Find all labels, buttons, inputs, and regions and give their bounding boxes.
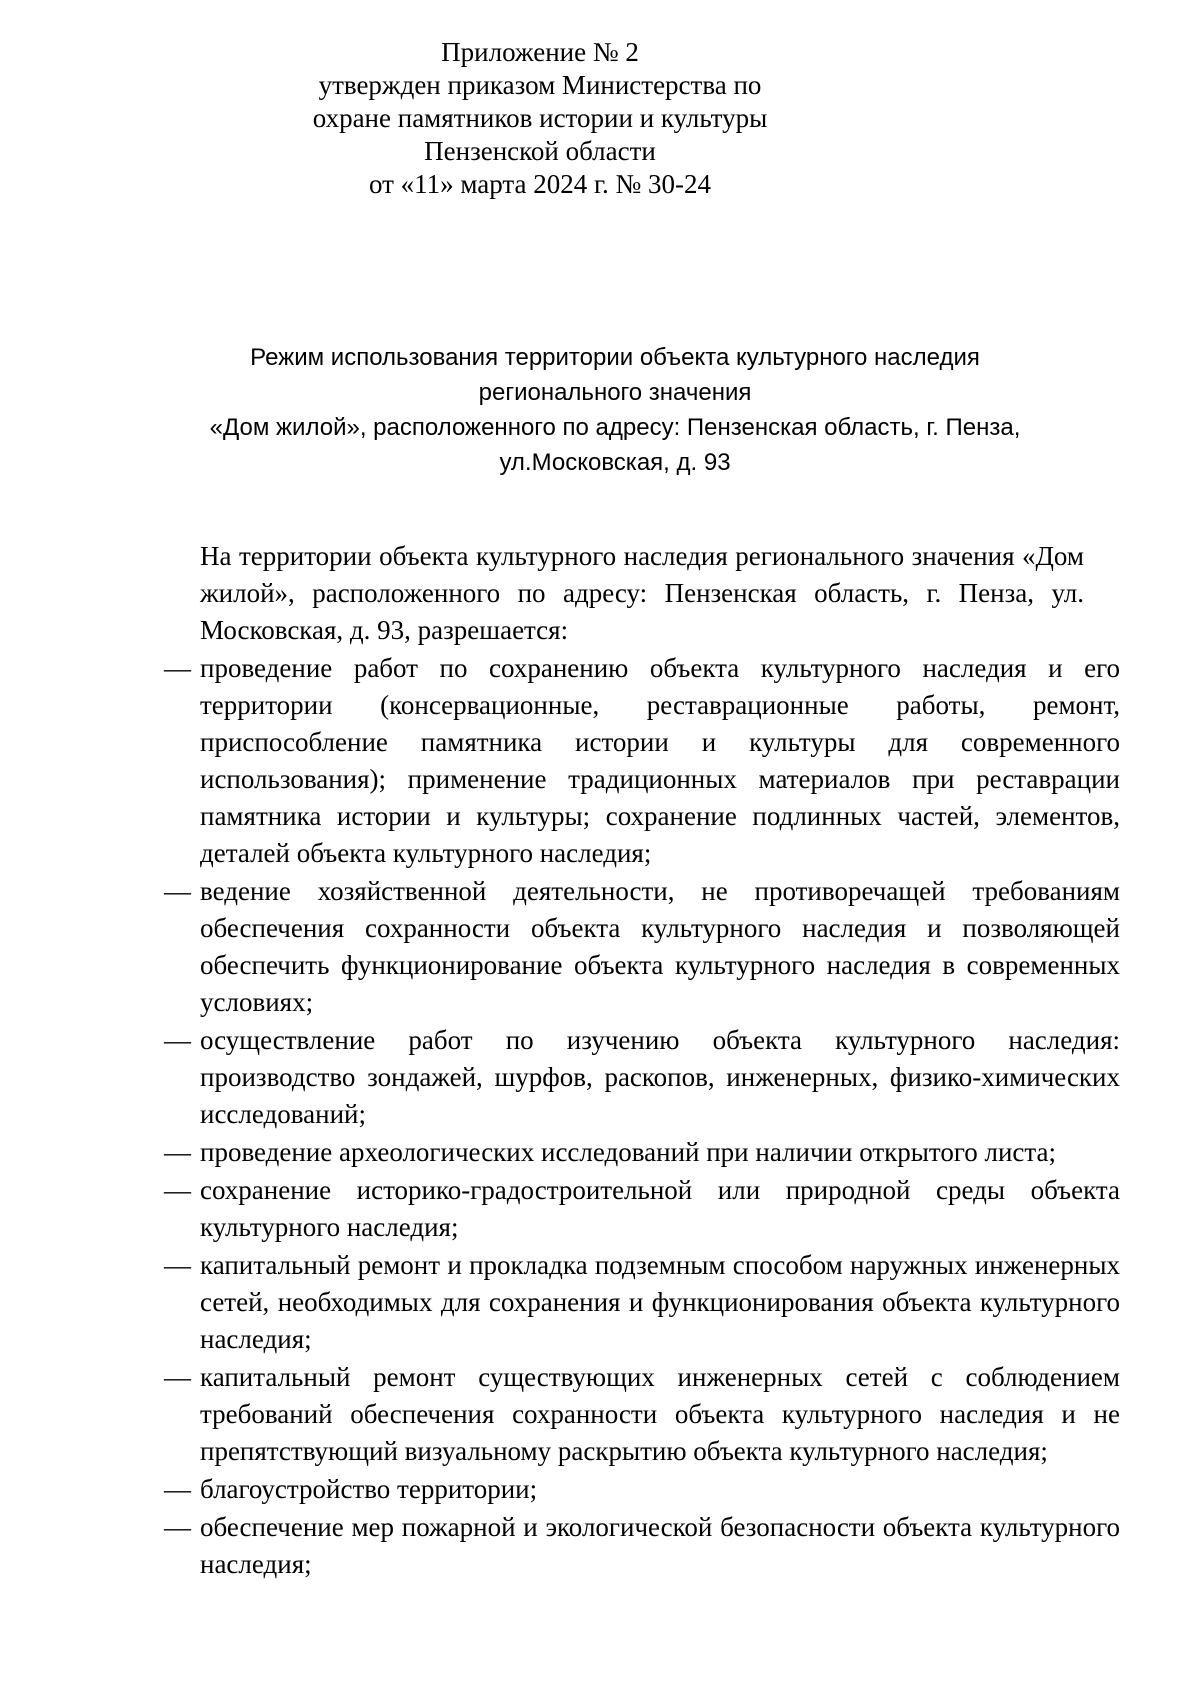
bullet-dash: — (164, 1137, 191, 1167)
list-item-text: сохранение историко-градостроительной или природной среды объекта культурного наследия; (200, 1175, 1120, 1242)
list-item-text: осуществление работ по изучению объекта культурного наследия: производство зондажей, шурфов, раскопов, инженерных, физико-химических исследований; (200, 1025, 1120, 1129)
title-line-1: Режим использования территории объекта культурного наследия (250, 344, 980, 371)
list-item (164, 1022, 1120, 1133)
list-item-text: проведение археологических исследований при наличии открытого листа; (200, 1137, 1057, 1167)
bullet-dash: — (164, 876, 191, 906)
ministry-line: охране памятников истории и культуры (312, 103, 768, 133)
title-line-4: ул.Московская, д. 93 (499, 449, 731, 476)
bullet-dash: — (164, 1474, 191, 1504)
list-item (164, 873, 1120, 1021)
list-item (164, 1359, 1120, 1470)
list-item-text: проведение работ по сохранению объекта культурного наследия и его территории (консервационные, реставрационные работы, ремонт, приспособление памятника истории и культуры для современного использования); применение традиционных материалов при реставрации памятника истории и культуры; сохранение подлинных частей, элементов, деталей объекта культурного наследия; (200, 653, 1120, 868)
appendix-number: Приложение № 2 (441, 37, 639, 67)
bullet-dash: — (164, 1250, 191, 1280)
region-line: Пензенской области (424, 136, 656, 166)
bullet-dash: — (164, 1512, 191, 1542)
list-item (164, 1134, 1120, 1171)
list-item (164, 650, 1120, 872)
title-line-3: «Дом жилой», расположенного по адресу: Пензенская область, г. Пенза, (209, 414, 1021, 441)
bullet-dash: — (164, 1362, 191, 1392)
bullet-dash: — (164, 653, 191, 683)
permitted-activities-list (164, 650, 1120, 1583)
list-item (164, 1172, 1120, 1246)
document-body (164, 538, 1120, 1583)
list-item-text: ведение хозяйственной деятельности, не противоречащей требованиям обеспечения сохранности объекта культурного наследия и позволяющей обеспечить функционирование объекта культурного наследия в современных условиях; (200, 876, 1120, 1017)
bullet-dash: — (164, 1025, 191, 1055)
list-item-text: благоустройство территории; (200, 1474, 538, 1504)
list-item-text: капитальный ремонт и прокладка подземным способом наружных инженерных сетей, необходимых для сохранения и функционирования объекта культурного наследия; (200, 1250, 1120, 1354)
list-item (164, 1247, 1120, 1358)
approval-line: утвержден приказом Министерства по (318, 70, 762, 100)
title-line-2: регионального значения (478, 379, 752, 406)
document-title (150, 340, 1080, 480)
list-item-text: капитальный ремонт существующих инженерных сетей с соблюдением требований обеспечения сохранности объекта культурного наследия и не препятствующий визуальному раскрытию объекта культурного наследия; (200, 1362, 1120, 1466)
appendix-header (240, 36, 840, 201)
intro-paragraph: На территории объекта культурного наследия регионального значения «Дом жилой», расположенного по адресу: Пензенская область, г. Пенза, ул. Московская, д. 93, разрешается: (200, 541, 1084, 645)
order-date-line: от «11» марта 2024 г. № 30-24 (368, 169, 712, 199)
list-item (164, 1471, 1120, 1508)
list-item-text: обеспечение мер пожарной и экологической безопасности объекта культурного наследия; (200, 1512, 1120, 1579)
bullet-dash: — (164, 1175, 191, 1205)
list-item (164, 1509, 1120, 1583)
